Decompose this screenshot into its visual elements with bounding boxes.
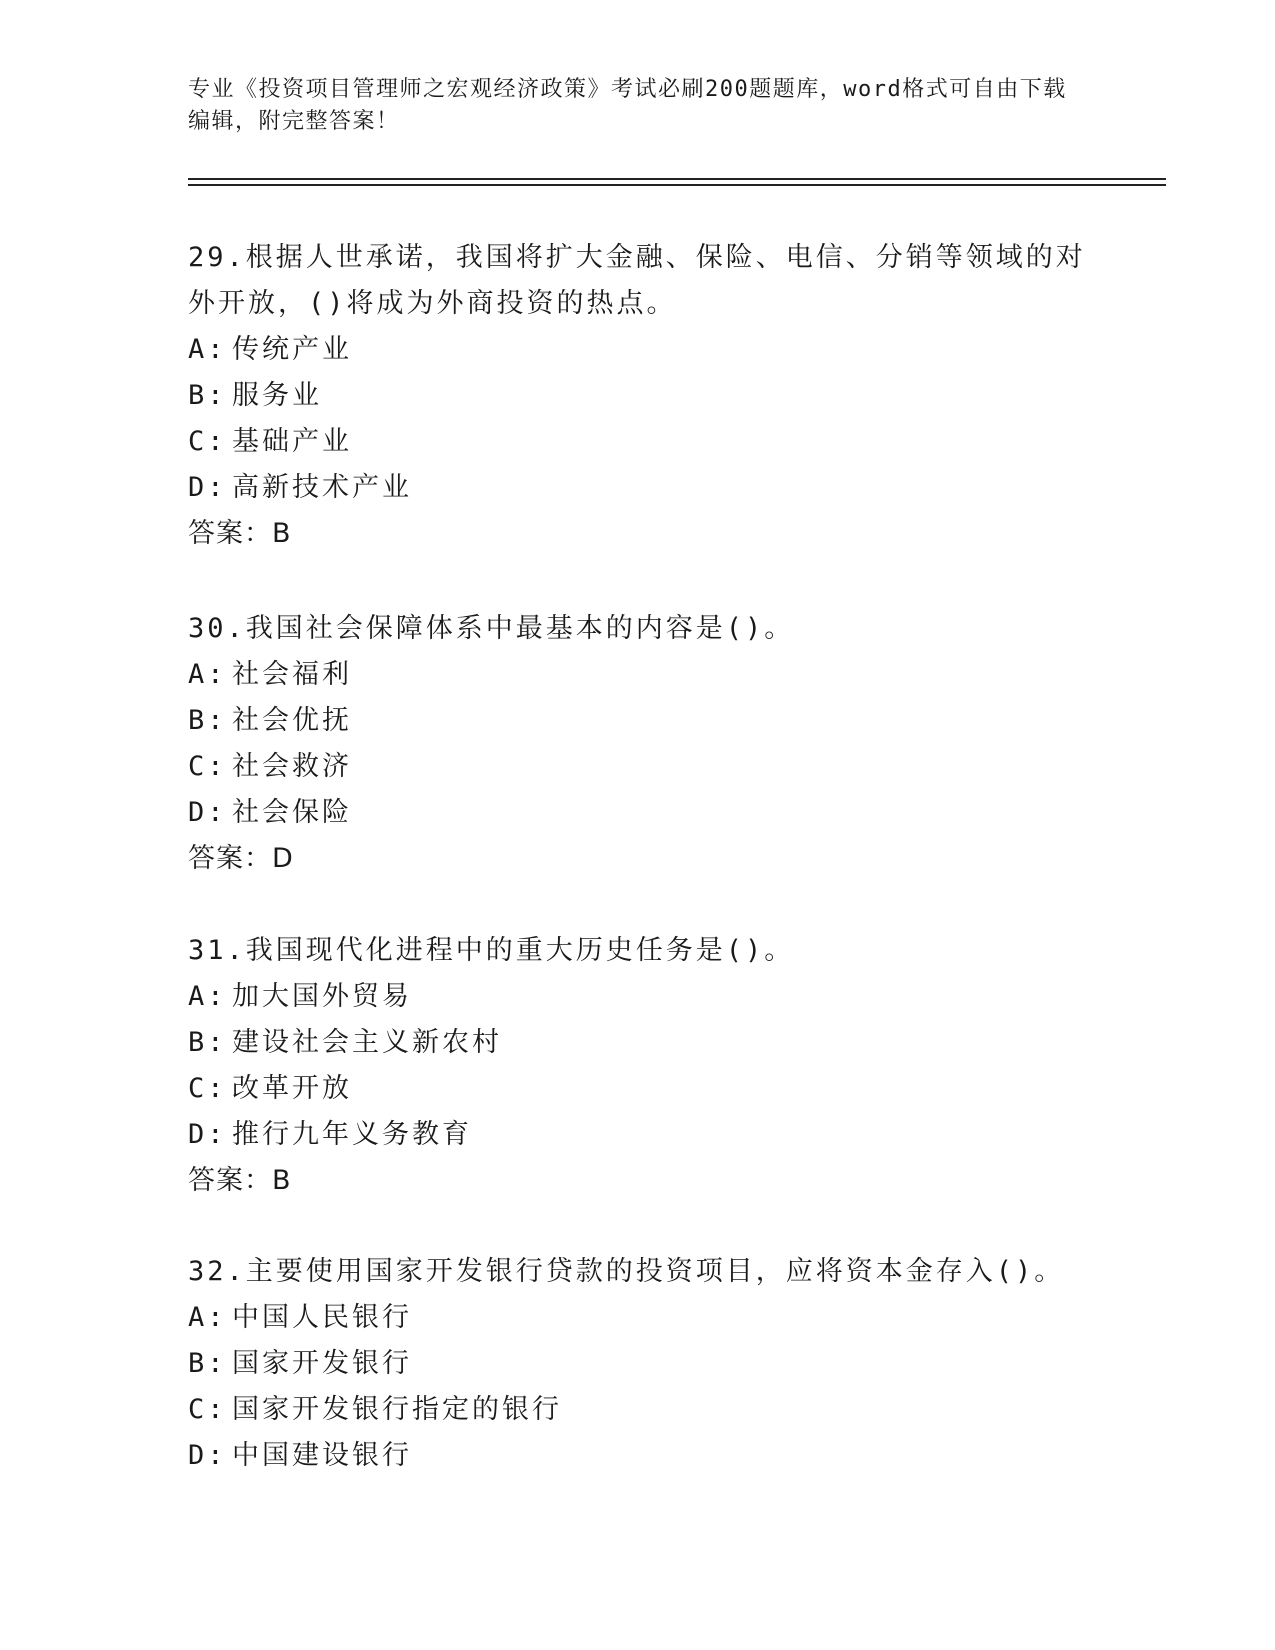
option-key: C: bbox=[188, 751, 227, 782]
option-key: C: bbox=[188, 1394, 227, 1425]
option-d bbox=[188, 790, 1088, 836]
option-text: 建设社会主义新农村 bbox=[232, 1027, 502, 1058]
option-a bbox=[188, 974, 1088, 1020]
option-text: 社会保险 bbox=[232, 797, 352, 828]
option-text: 社会救济 bbox=[232, 751, 352, 782]
option-text: 改革开放 bbox=[232, 1073, 352, 1104]
option-text: 中国建设银行 bbox=[232, 1440, 412, 1471]
option-key: D: bbox=[188, 797, 227, 828]
option-d bbox=[188, 1112, 1088, 1158]
option-key: A: bbox=[188, 659, 227, 690]
option-text: 加大国外贸易 bbox=[232, 981, 412, 1012]
header-divider-top bbox=[188, 178, 1166, 180]
question-text: 31.我国现代化进程中的重大历史任务是()。 bbox=[188, 935, 795, 966]
document-header: 专业《投资项目管理师之宏观经济政策》考试必刷200题题库，word格式可自由下载编辑，附完整答案！ bbox=[188, 77, 1067, 134]
option-b bbox=[188, 1020, 1088, 1066]
option-text: 传统产业 bbox=[232, 334, 352, 365]
answer-label: 答案：D bbox=[188, 843, 294, 874]
option-b bbox=[188, 698, 1088, 744]
option-a bbox=[188, 652, 1088, 698]
option-d bbox=[188, 1433, 1088, 1479]
option-text: 中国人民银行 bbox=[232, 1302, 412, 1333]
option-b bbox=[188, 1341, 1088, 1387]
option-text: 国家开发银行指定的银行 bbox=[232, 1394, 562, 1425]
option-text: 社会福利 bbox=[232, 659, 352, 690]
option-d bbox=[188, 465, 1088, 511]
answer-label: 答案：B bbox=[188, 1165, 292, 1196]
option-c bbox=[188, 1387, 1088, 1433]
option-text: 基础产业 bbox=[232, 426, 352, 457]
option-key: A: bbox=[188, 981, 227, 1012]
option-key: B: bbox=[188, 705, 227, 736]
option-text: 高新技术产业 bbox=[232, 472, 412, 503]
option-key: A: bbox=[188, 334, 227, 365]
option-text: 社会优抚 bbox=[232, 705, 352, 736]
option-c bbox=[188, 419, 1088, 465]
option-b bbox=[188, 373, 1088, 419]
option-key: B: bbox=[188, 1348, 227, 1379]
option-key: A: bbox=[188, 1302, 227, 1333]
answer-label: 答案：B bbox=[188, 518, 292, 549]
option-key: B: bbox=[188, 380, 227, 411]
option-text: 服务业 bbox=[232, 380, 322, 411]
option-key: D: bbox=[188, 1440, 227, 1471]
option-key: C: bbox=[188, 1073, 227, 1104]
question-text: 29.根据人世承诺，我国将扩大金融、保险、电信、分销等领域的对外开放，()将成为外商投资的热点。 bbox=[188, 242, 1086, 319]
question-31 bbox=[188, 928, 1088, 1204]
header-divider-bottom bbox=[188, 184, 1166, 186]
option-key: B: bbox=[188, 1027, 227, 1058]
question-30 bbox=[188, 606, 1088, 882]
question-32 bbox=[188, 1249, 1088, 1479]
question-29 bbox=[188, 235, 1088, 557]
question-text: 32.主要使用国家开发银行贷款的投资项目，应将资本金存入()。 bbox=[188, 1256, 1065, 1287]
option-a bbox=[188, 1295, 1088, 1341]
option-c bbox=[188, 744, 1088, 790]
option-key: D: bbox=[188, 1119, 227, 1150]
option-text: 国家开发银行 bbox=[232, 1348, 412, 1379]
option-text: 推行九年义务教育 bbox=[232, 1119, 472, 1150]
option-key: D: bbox=[188, 472, 227, 503]
question-text: 30.我国社会保障体系中最基本的内容是()。 bbox=[188, 613, 795, 644]
option-c bbox=[188, 1066, 1088, 1112]
option-a bbox=[188, 327, 1088, 373]
option-key: C: bbox=[188, 426, 227, 457]
